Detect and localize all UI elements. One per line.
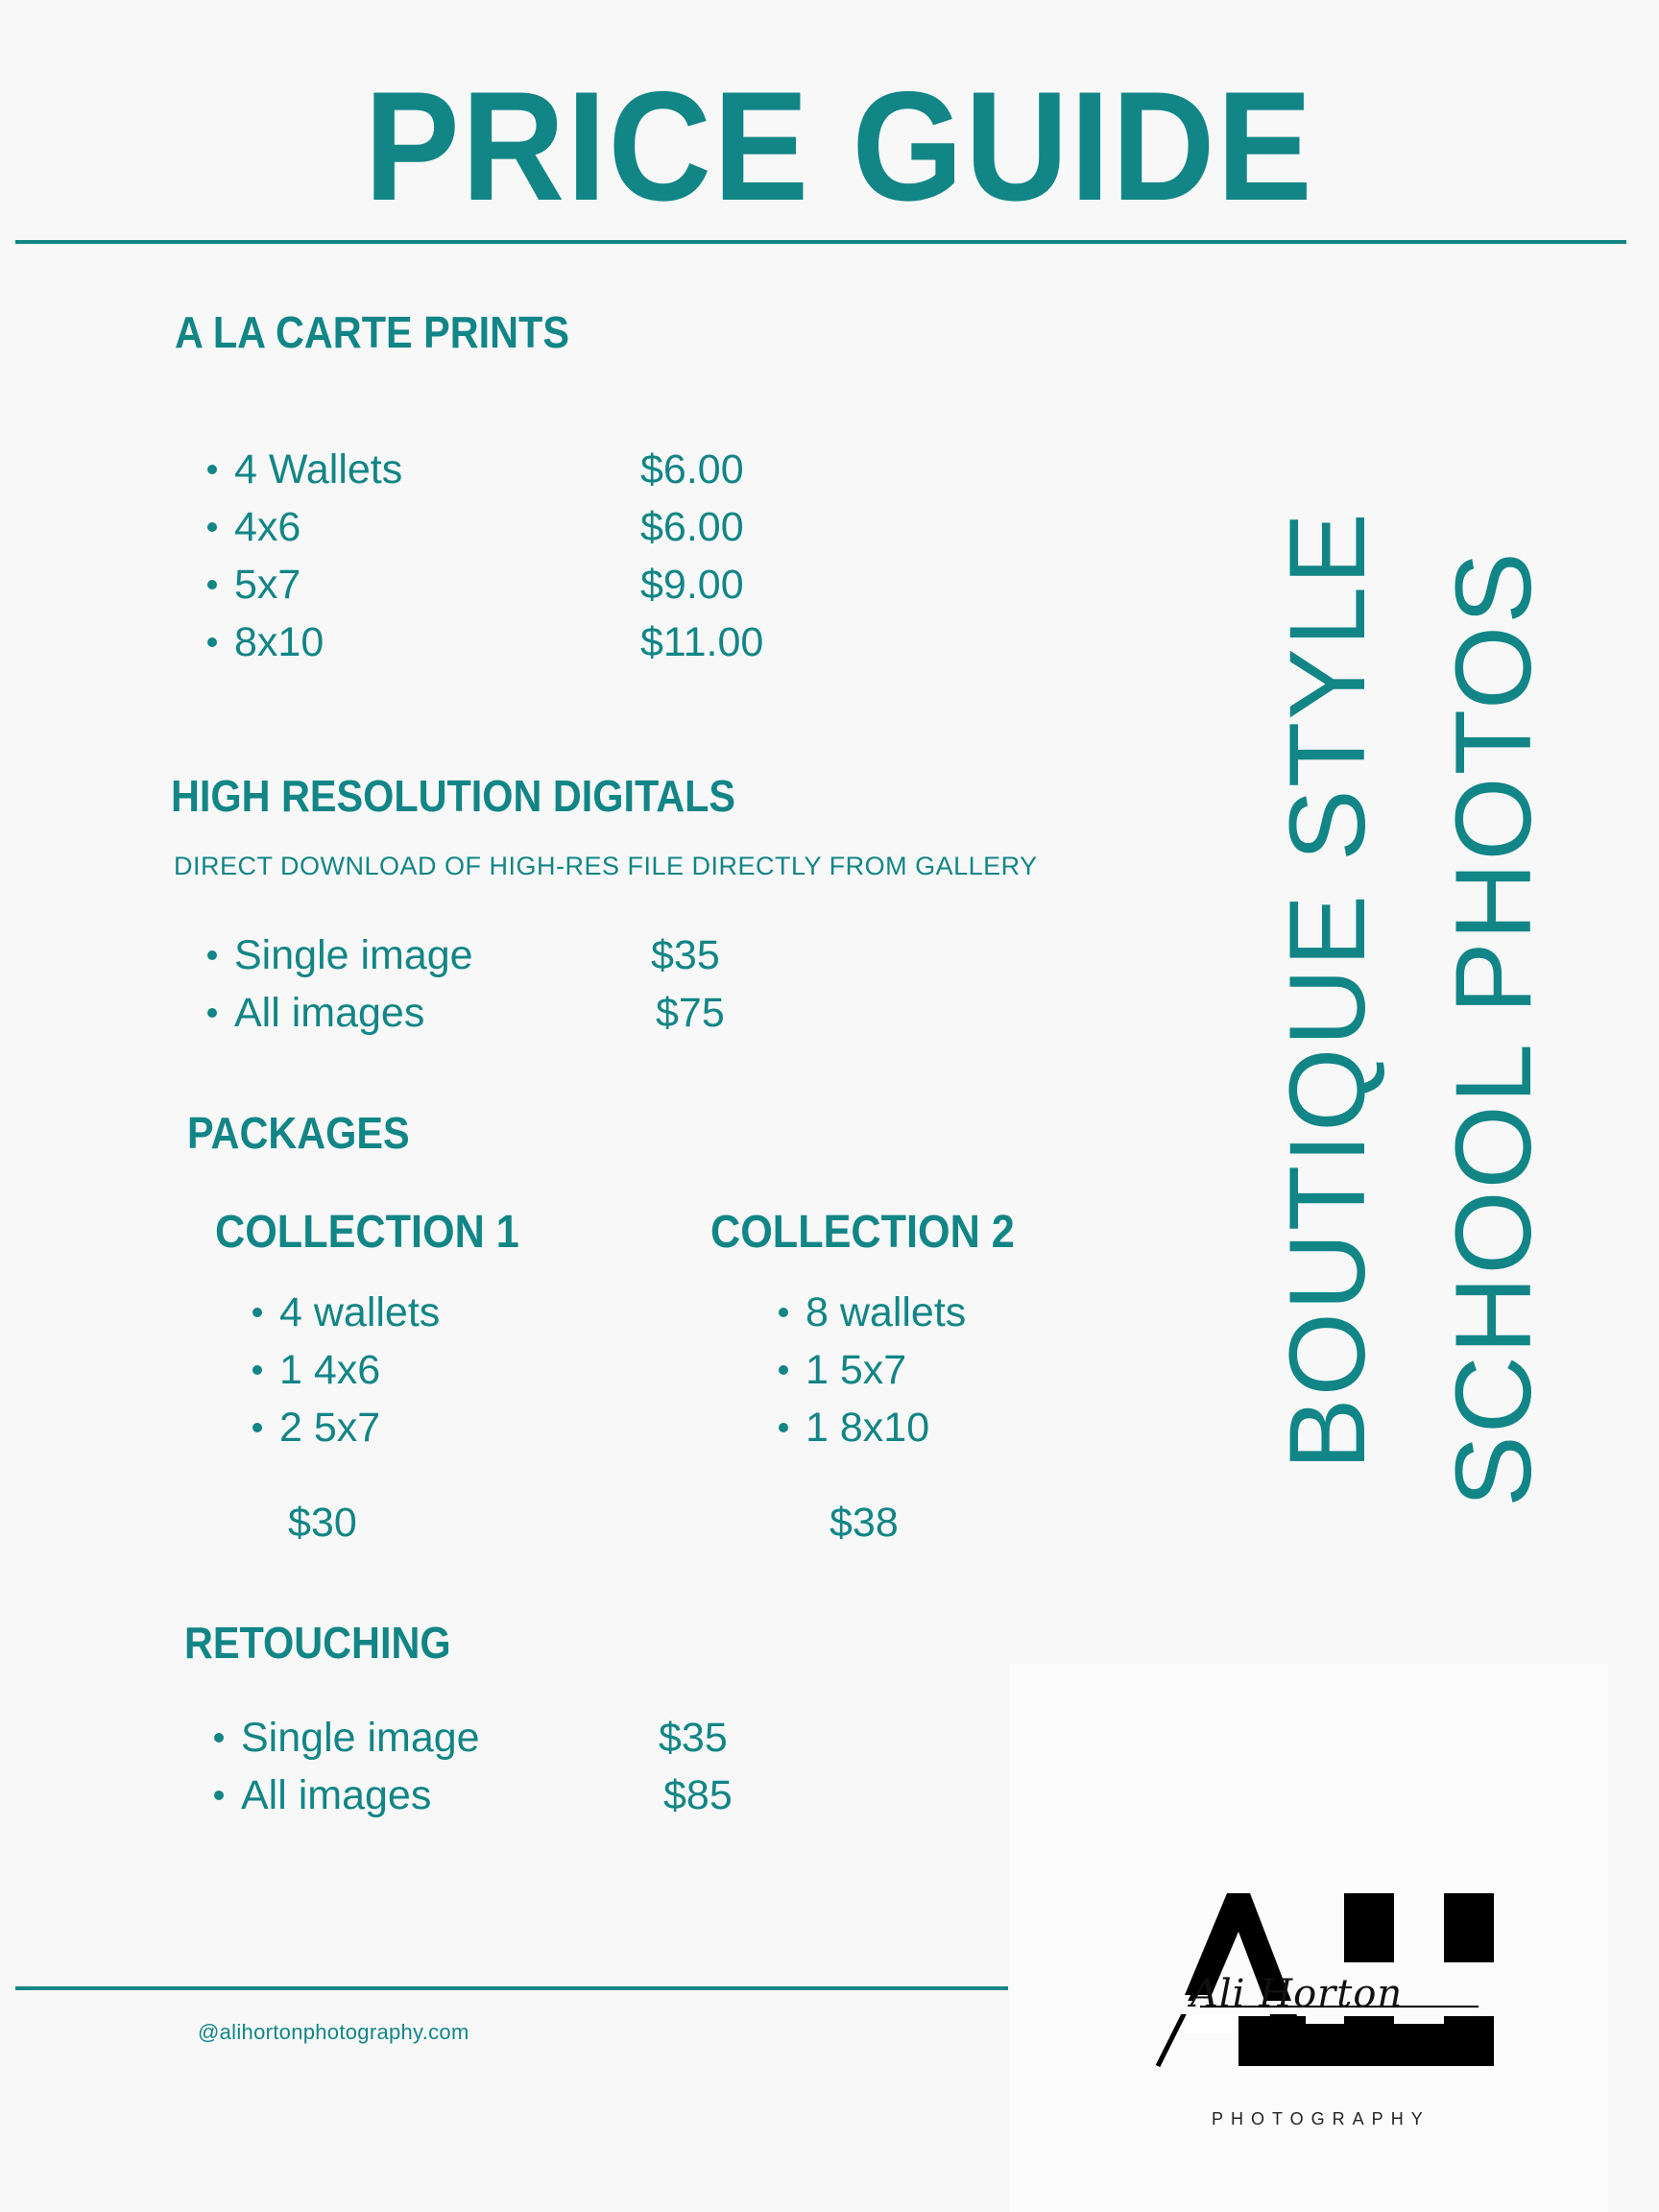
item-price: $75 — [656, 990, 725, 1036]
item-label: 1 5x7 — [805, 1347, 907, 1393]
list-item — [252, 1289, 441, 1335]
item-label: Single image — [241, 1715, 480, 1761]
side-text-school: SCHOOL PHOTOS — [1433, 550, 1553, 1507]
list-item — [207, 990, 425, 1036]
list-item — [207, 446, 403, 493]
retouching-heading: RETOUCHING — [184, 1618, 451, 1668]
brand-logo — [1142, 1882, 1527, 2112]
list-item — [214, 1715, 480, 1761]
list-item — [207, 932, 473, 978]
item-price: $35 — [651, 932, 720, 978]
item-price: $85 — [663, 1772, 733, 1818]
list-item — [252, 1347, 381, 1393]
item-price: $35 — [659, 1715, 728, 1761]
item-label: 8 wallets — [805, 1289, 967, 1335]
list-item — [779, 1347, 907, 1393]
item-label: 2 5x7 — [279, 1405, 381, 1451]
item-price: $6.00 — [640, 504, 744, 550]
website-handle: @alihortonphotography.com — [198, 2020, 469, 2044]
digitals-subheading: DIRECT DOWNLOAD OF HIGH-RES FILE DIRECTLY FROM GALLERY — [174, 852, 1038, 880]
item-price: $6.00 — [640, 446, 744, 493]
digitals-heading: HIGH RESOLUTION DIGITALS — [171, 771, 736, 821]
item-label: All images — [234, 990, 425, 1036]
logo-script: Ali Horton — [1190, 1972, 1404, 2016]
side-text-boutique: BOUTIQUE STYLE — [1267, 511, 1387, 1470]
top-divider — [15, 240, 1626, 244]
list-item — [779, 1407, 929, 1449]
list-item — [779, 1289, 967, 1335]
item-label: 4 Wallets — [234, 446, 403, 493]
page-title: PRICE GUIDE — [364, 60, 1314, 233]
item-label: 1 8x10 — [805, 1405, 930, 1451]
item-label: 1 4x6 — [279, 1347, 381, 1393]
item-label: All images — [241, 1772, 432, 1818]
item-label: 8x10 — [234, 619, 325, 665]
bottom-divider — [15, 1986, 1008, 1990]
item-label: 5x7 — [234, 562, 301, 608]
item-label: 4 wallets — [279, 1289, 441, 1335]
collection-1-price: $30 — [288, 1500, 357, 1546]
logo-tagline: PHOTOGRAPHY — [1212, 2109, 1431, 2128]
list-item — [214, 1772, 432, 1818]
collection-2-title: COLLECTION 2 — [710, 1207, 1015, 1258]
a-la-carte-heading: A LA CARTE PRINTS — [175, 307, 569, 357]
list-item — [207, 562, 301, 608]
list-item — [207, 619, 325, 665]
collection-1-title: COLLECTION 1 — [215, 1207, 519, 1258]
packages-heading: PACKAGES — [187, 1108, 410, 1158]
list-item — [252, 1407, 380, 1449]
item-label: Single image — [234, 932, 473, 978]
item-price: $11.00 — [640, 619, 764, 665]
item-price: $9.00 — [640, 562, 744, 608]
list-item — [207, 504, 301, 550]
item-label: 4x6 — [234, 504, 301, 550]
collection-2-price: $38 — [830, 1500, 899, 1546]
